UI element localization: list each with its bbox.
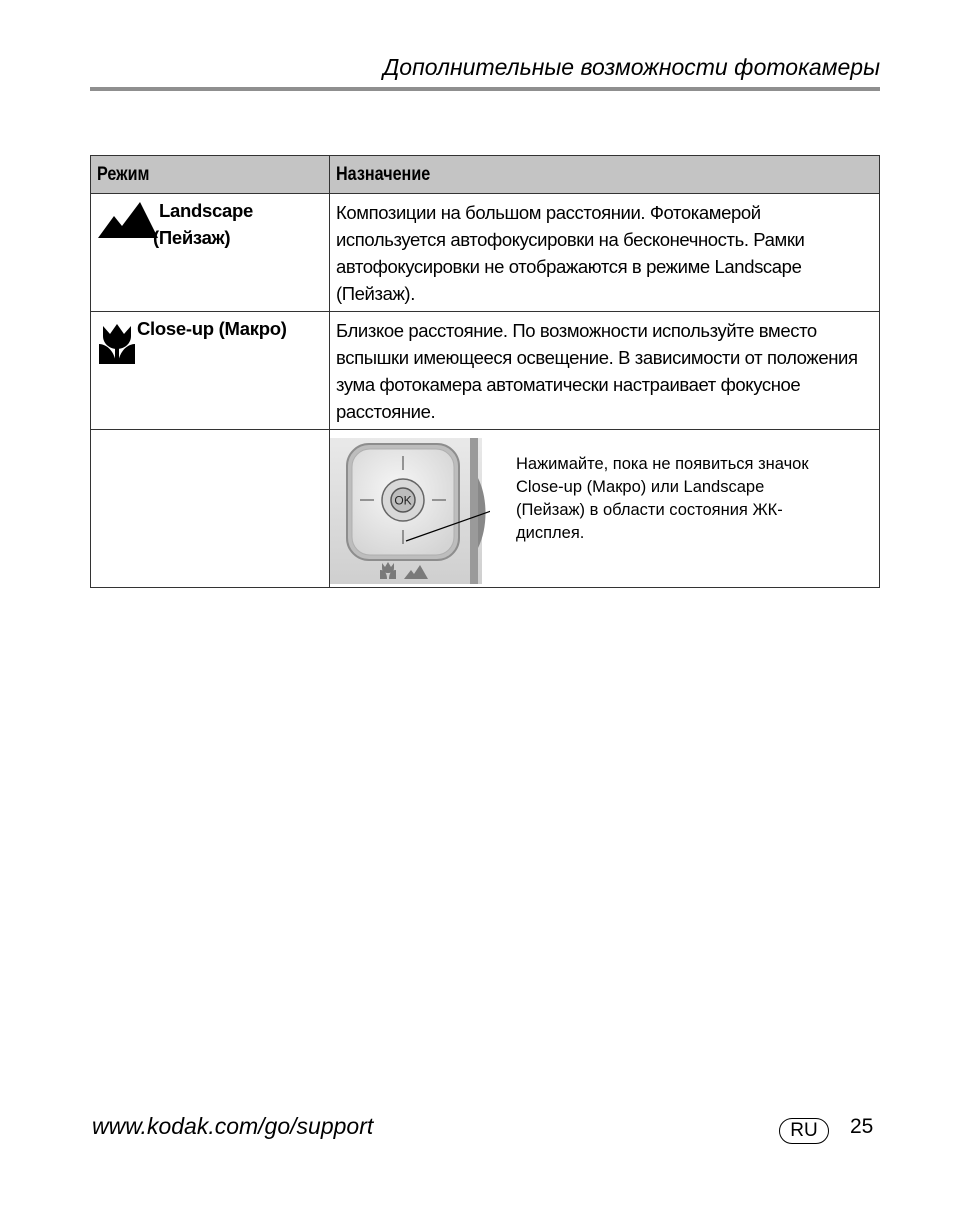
camera-control-illustration: [330, 438, 490, 584]
figure-cell: [330, 430, 880, 588]
callout-text: Нажимайте, пока не появиться значок Close-up (Макро) или Landscape (Пейзаж) в области состояния ЖК-дисплея.: [516, 455, 809, 542]
header-rule: [90, 87, 880, 91]
close-up-flower-icon: [97, 322, 137, 366]
table-row: [91, 312, 880, 430]
ok-button-label: OK: [394, 493, 412, 508]
column-header-purpose: Назначение: [330, 156, 880, 194]
mode-cell-landscape: [91, 194, 330, 312]
empty-cell: [91, 430, 330, 588]
language-badge: RU: [779, 1118, 829, 1144]
page-number: 25: [850, 1115, 874, 1138]
table-header-row: [91, 156, 880, 194]
landscape-mountains-icon: [98, 202, 158, 238]
description-cell-closeup: [330, 312, 880, 430]
page-header-title: Дополнительные возможности фотокамеры: [383, 54, 880, 80]
table-row: [91, 430, 880, 588]
mode-label-closeup: Close-up (Макро): [137, 318, 287, 339]
table-row: [91, 194, 880, 312]
column-header-mode: Режим: [91, 156, 330, 194]
mode-cell-closeup: [91, 312, 330, 430]
description-landscape: Композиции на большом расстоянии. Фотокамерой используется автофокусировки на бесконечность. Рамки автофокусировки не отображаются в режиме Landscape (Пейзаж).: [336, 202, 805, 304]
mode-label-landscape: Landscape: [159, 200, 253, 221]
support-url[interactable]: www.kodak.com/go/support: [92, 1113, 374, 1139]
mode-label-landscape-ru: (Пейзаж): [153, 227, 231, 248]
description-closeup: Близкое расстояние. По возможности используйте вместо вспышки имеющееся освещение. В зависимости от положения зума фотокамера автоматически настраивает фокусное расстояние.: [336, 320, 858, 422]
modes-table: [90, 155, 880, 588]
description-cell-landscape: [330, 194, 880, 312]
